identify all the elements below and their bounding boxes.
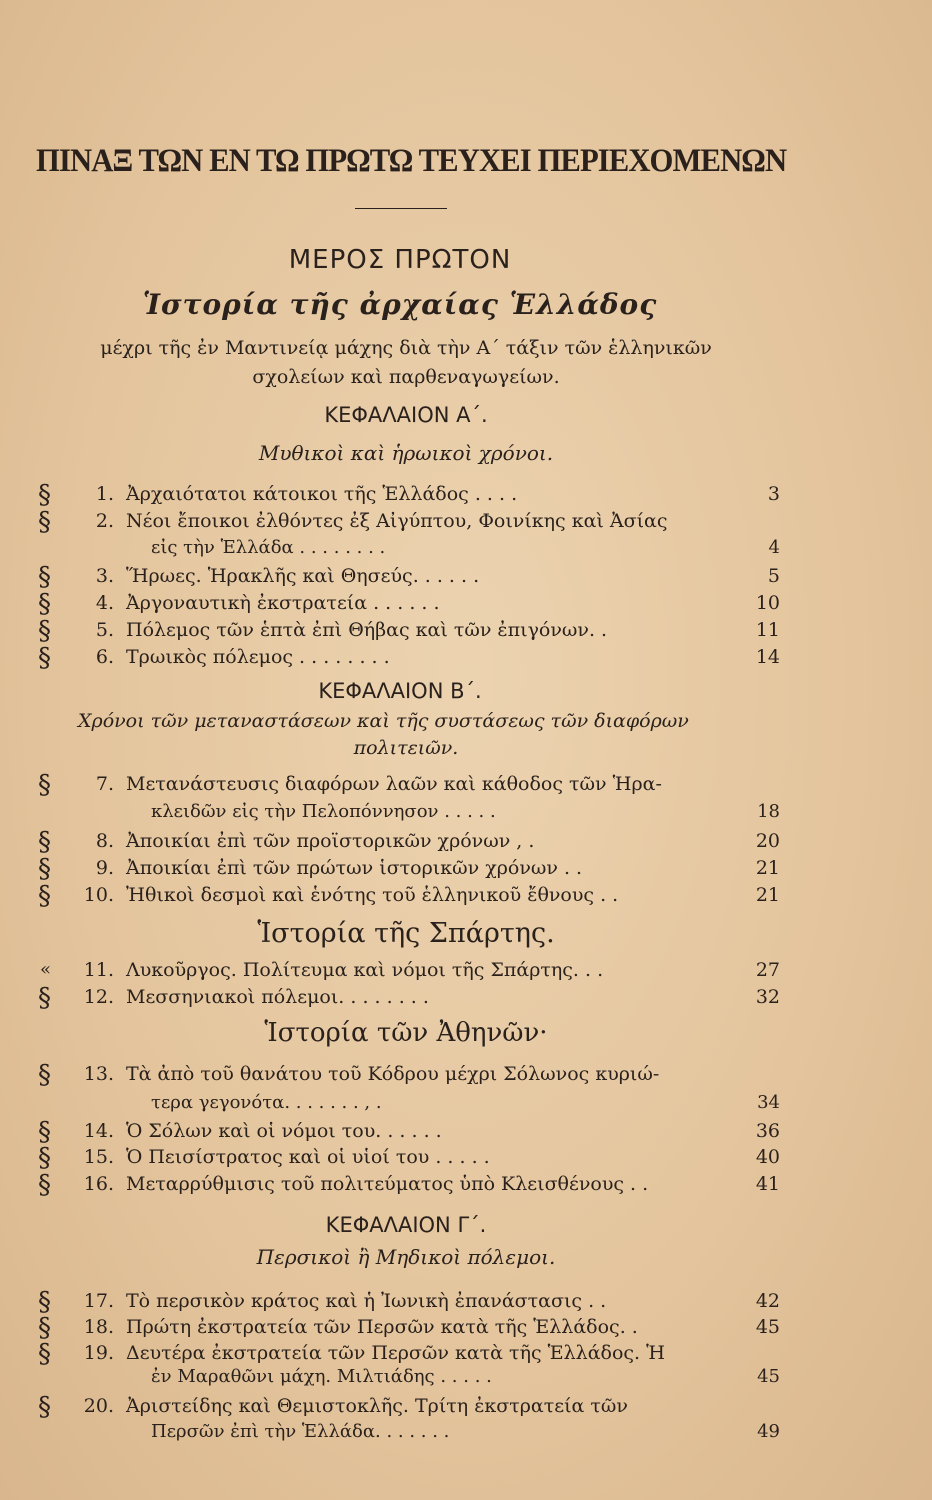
entry-page: 36	[755, 1120, 780, 1142]
guillemet-icon: «	[40, 959, 52, 980]
entry-text: Ἀποικίαι ἐπὶ τῶν πρώτων ἱστορικῶν χρόνων . .	[126, 857, 583, 879]
toc-entry-continuation	[151, 1366, 780, 1387]
toc-entry	[0, 1170, 932, 1198]
book-subtitle-line-1: μέχρι τῆς ἐν Μαντινείᾳ μάχης διὰ τὴν Α΄ τάξιν τῶν ἑλληνικῶν	[100, 337, 712, 359]
chapter-b-subtitle-line-1: Χρόνοι τῶν μεταναστάσεων καὶ τῆς συστάσεως τῶν διαφόρων	[78, 710, 689, 732]
entry-text: Δευτέρα ἐκστρατεία τῶν Περσῶν κατὰ τῆς Ἑλλάδος. Ἡ	[126, 1342, 665, 1364]
paragraph-sign-icon: §	[38, 1117, 51, 1147]
entry-number: 19.	[83, 1342, 114, 1364]
entry-text: Τὸ περσικὸν κράτος καὶ ἡ Ἰωνικὴ ἐπανάστασις . .	[126, 1290, 607, 1312]
paragraph-sign-icon: §	[38, 983, 51, 1013]
paragraph-sign-icon: §	[38, 827, 51, 857]
entry-text: Πρώτη ἐκστρατεία τῶν Περσῶν κατὰ τῆς Ἑλλάδος. .	[126, 1316, 638, 1338]
entry-page: 40	[755, 1146, 780, 1168]
entry-page: 14	[755, 646, 780, 668]
paragraph-sign-icon: §	[38, 1060, 51, 1090]
entry-page: 5	[767, 565, 780, 587]
title-divider	[355, 208, 447, 209]
entry-page: 11	[755, 619, 780, 641]
chapter-c-heading: ΚΕΦΑΛΑΙΟΝ Γ΄.	[325, 1213, 487, 1237]
toc-entry	[0, 507, 932, 535]
entry-number: 11.	[83, 959, 114, 981]
toc-entry	[0, 589, 932, 617]
entry-number: 18.	[83, 1316, 114, 1338]
entry-number: 13.	[83, 1063, 114, 1085]
entry-text: Νέοι ἔποικοι ἐλθόντες ἐξ Αἰγύπτου, Φοινίκης καὶ Ἀσίας	[126, 510, 668, 532]
entry-page: 27	[755, 959, 780, 981]
paragraph-sign-icon: §	[38, 881, 51, 911]
toc-entry	[0, 1339, 932, 1367]
entry-page: 3	[767, 483, 780, 505]
toc-entry	[0, 480, 932, 508]
entry-page: 42	[755, 1290, 780, 1312]
entry-text: Τὰ ἀπὸ τοῦ θανάτου τοῦ Κόδρου μέχρι Σόλωνος κυριώ-	[126, 1063, 660, 1085]
paragraph-sign-icon: §	[38, 480, 51, 510]
entry-page: 34	[757, 1092, 780, 1113]
toc-entry	[0, 881, 932, 909]
entry-text: Μετανάστευσις διαφόρων λαῶν καὶ κάθοδος τῶν Ἡρα-	[126, 773, 662, 795]
entry-text-continued: κλειδῶν εἰς τὴν Πελοπόννησον . . . . .	[151, 801, 496, 822]
paragraph-sign-icon: §	[38, 643, 51, 673]
entry-number: 14.	[83, 1120, 114, 1142]
paragraph-sign-icon: §	[38, 1170, 51, 1200]
toc-entry	[0, 562, 932, 590]
entry-page: 10	[755, 592, 780, 614]
toc-entry	[0, 1287, 932, 1315]
chapter-b-subtitle-line-2: πολιτειῶν.	[353, 737, 459, 759]
entry-text-continued: τερα γεγονότα. . . . . . . , .	[151, 1092, 382, 1113]
paragraph-sign-icon: §	[38, 616, 51, 646]
toc-entry	[0, 616, 932, 644]
paragraph-sign-icon: §	[38, 562, 51, 592]
chapter-b-heading: ΚΕΦΑΛΑΙΟΝ Β΄.	[318, 679, 482, 703]
entry-number: 16.	[83, 1173, 114, 1195]
toc-entry	[0, 1060, 932, 1088]
entry-text: Μεσσηνιακοὶ πόλεμοι. . . . . . . .	[126, 986, 429, 1008]
paragraph-sign-icon: §	[38, 589, 51, 619]
entry-number: 20.	[83, 1395, 114, 1417]
chapter-a-heading: ΚΕΦΑΛΑΙΟΝ Α΄.	[324, 403, 488, 427]
entry-number: 15.	[83, 1146, 114, 1168]
entry-text: Ἀποικίαι ἐπὶ τῶν προϊστορικῶν χρόνων , .	[126, 830, 535, 852]
toc-entry	[0, 827, 932, 855]
toc-entry	[0, 1143, 932, 1171]
toc-entry	[0, 770, 932, 798]
chapter-c-subtitle: Περσικοὶ ἢ Μηδικοὶ πόλεμοι.	[256, 1245, 556, 1269]
toc-entry	[0, 983, 932, 1011]
toc-entry	[0, 643, 932, 671]
page-title: ΠΙΝΑΞ ΤΩΝ ΕΝ ΤΩ ΠΡΩΤΩ ΤΕΥΧΕΙ ΠΕΡΙΕΧΟΜΕΝΩΝ	[36, 143, 787, 179]
toc-entry	[0, 956, 932, 984]
toc-entry-continuation	[151, 801, 780, 822]
entry-text: Πόλεμος τῶν ἑπτὰ ἐπὶ Θήβας καὶ τῶν ἐπιγόνων. .	[126, 619, 608, 641]
entry-number: 12.	[83, 986, 114, 1008]
entry-number: 5.	[95, 619, 114, 641]
entry-page: 32	[755, 986, 780, 1008]
entry-page: 21	[755, 857, 780, 879]
toc-entry	[0, 1313, 932, 1341]
entry-page: 41	[755, 1173, 780, 1195]
entry-page: 45	[757, 1366, 780, 1387]
paragraph-sign-icon: §	[38, 1339, 51, 1369]
toc-entry	[0, 1392, 932, 1420]
entry-page: 18	[757, 801, 780, 822]
entry-page: 45	[755, 1316, 780, 1338]
toc-entry-continuation	[151, 1421, 780, 1442]
paragraph-sign-icon: §	[38, 854, 51, 884]
paragraph-sign-icon: §	[38, 507, 51, 537]
athens-heading: Ἱστορία τῶν Ἀθηνῶν·	[264, 1018, 548, 1048]
entry-text: Μεταρρύθμισις τοῦ πολιτεύματος ὑπὸ Κλεισθένους . .	[126, 1173, 649, 1195]
entry-text: Ὁ Πεισίστρατος καὶ οἱ υἱοί του . . . . .	[126, 1146, 490, 1168]
paragraph-sign-icon: §	[38, 1143, 51, 1173]
paragraph-sign-icon: §	[38, 1287, 51, 1317]
entry-number: 2.	[95, 510, 114, 532]
entry-number: 4.	[95, 592, 114, 614]
entry-text: Ἠθικοὶ δεσμοὶ καὶ ἑνότης τοῦ ἑλληνικοῦ ἔθνους . .	[126, 884, 619, 906]
entry-page: 20	[755, 830, 780, 852]
entry-text-continued: εἰς τὴν Ἑλλάδα . . . . . . . .	[151, 537, 386, 558]
entry-page: 4	[768, 537, 780, 558]
entry-page: 21	[755, 884, 780, 906]
toc-entry	[0, 1117, 932, 1145]
entry-text: Λυκοῦργος. Πολίτευμα καὶ νόμοι τῆς Σπάρτης. . .	[126, 959, 604, 981]
book-title: Ἱστορία τῆς ἀρχαίας Ἑλλάδος	[142, 288, 658, 321]
entry-number: 7.	[95, 773, 114, 795]
entry-text: Τρωικὸς πόλεμος . . . . . . . .	[126, 646, 390, 668]
entry-text-continued: Περσῶν ἐπὶ τὴν Ἑλλάδα. . . . . . .	[151, 1421, 450, 1442]
entry-number: 1.	[95, 483, 114, 505]
paragraph-sign-icon: §	[38, 1313, 51, 1343]
entry-text: Ἥρωες. Ἡρακλῆς καὶ Θησεύς. . . . . .	[126, 565, 480, 587]
toc-entry	[0, 854, 932, 882]
paragraph-sign-icon: §	[38, 1392, 51, 1422]
toc-entry-continuation	[151, 1092, 780, 1113]
entry-number: 17.	[83, 1290, 114, 1312]
entry-text: Ἀριστείδης καὶ Θεμιστοκλῆς. Τρίτη ἐκστρατεία τῶν	[126, 1395, 628, 1417]
entry-page: 49	[757, 1421, 780, 1442]
paragraph-sign-icon: §	[38, 770, 51, 800]
entry-text: Ὁ Σόλων καὶ οἱ νόμοι του. . . . . .	[126, 1120, 442, 1142]
entry-text-continued: ἐν Μαραθῶνι μάχη. Μιλτιάδης . . . . .	[151, 1366, 492, 1387]
entry-number: 8.	[95, 830, 114, 852]
book-subtitle-line-2: σχολείων καὶ παρθεναγωγείων.	[252, 366, 560, 388]
entry-number: 6.	[95, 646, 114, 668]
entry-number: 10.	[83, 884, 114, 906]
entry-text: Ἀργοναυτικὴ ἐκστρατεία . . . . . .	[126, 592, 440, 614]
chapter-a-subtitle: Μυθικοὶ καὶ ἡρωικοὶ χρόνοι.	[258, 441, 554, 465]
toc-entry-continuation	[151, 537, 780, 558]
part-heading: ΜΕΡΟΣ ΠΡΩΤΟΝ	[288, 245, 512, 275]
entry-number: 9.	[95, 857, 114, 879]
entry-text: Ἀρχαιότατοι κάτοικοι τῆς Ἑλλάδος . . . .	[126, 483, 518, 505]
sparta-heading: Ἱστορία τῆς Σπάρτης.	[257, 918, 555, 949]
entry-number: 3.	[95, 565, 114, 587]
